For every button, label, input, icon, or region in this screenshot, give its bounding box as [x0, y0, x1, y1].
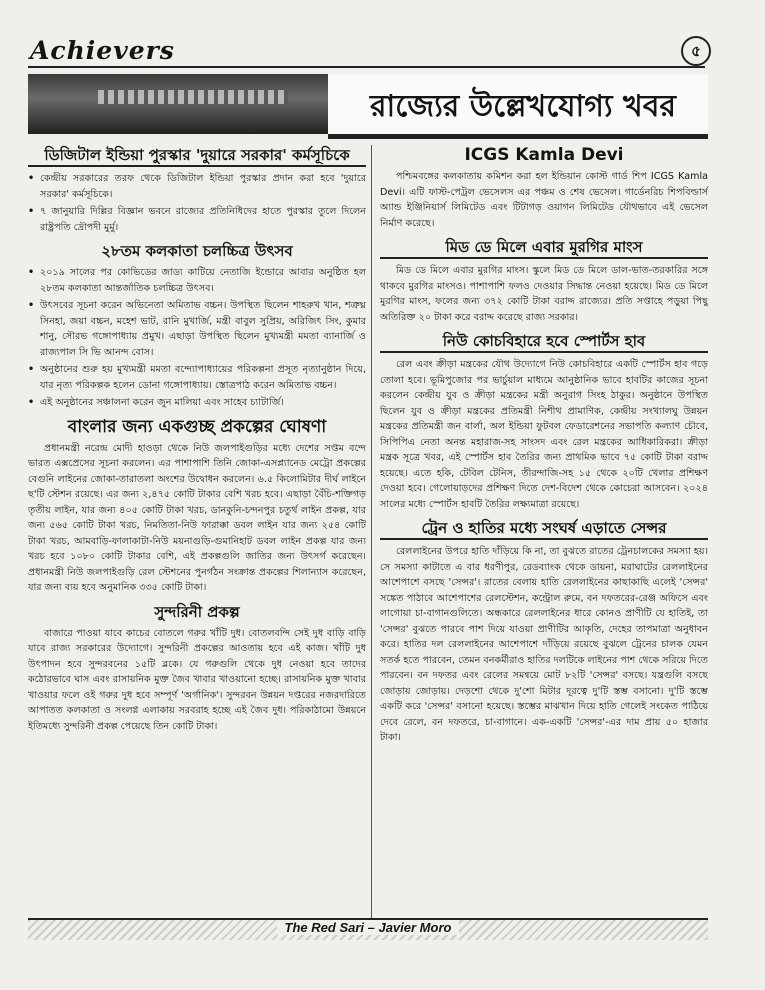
bullet-item: • উৎসবের সূচনা করেন অভিনেতা অমিতাভ বচ্চন। উপস্থিত ছিলেন শাহরুখ খান, শত্রুঘ্ন সিনহা, জয়া বচ্চন, মহেশ ভাট, রানি মুখার্জি, মন্ত্রী বাবুল সুপ্রিয়, অরিজিৎ সিং, কুমার শানু, সৌরভ গঙ্গোপাধ্যায় প্রমুখ। এছাড়া উপস্থিত ছিলেন মুখ্যমন্ত্রী মমতা ব্যানার্জি ও রাজ্যপাল সি ভি আনন্দ বোস। [28, 298, 366, 360]
article-title: ২৮তম কলকাতা চলচ্চিত্র উৎসব [101, 242, 293, 260]
article-bengal-projects [28, 417, 366, 596]
article-sundarini [28, 602, 366, 735]
article-body: রেল এবং ক্রীড়া মন্ত্রকের যৌথ উদ্যোগে নিউ কোচবিহারে একটি স্পোর্টস হাব গড়ে তোলা হবে। ভূমিপুজোর পর ভার্চুয়াল মাধ্যমে আনুষ্ঠানিক ভাবে হাবটির কাজের সূচনা করলেন কেন্দ্রীয় যুব ও ক্রীড়া মন্ত্রকের মন্ত্রী অনুরাগ সিংহ ঠাকুর। অনুষ্ঠানে উপস্থিত ছিলেন যুব ও ক্রীড়া মন্ত্রকের প্রতিমন্ত্রী নিশীথ প্রামাণিক, কেন্দ্রীয় সংখ্যালঘু উন্নয়ন মন্ত্রকের প্রতিমন্ত্রী জন বার্লা, অল ইন্ডিয়া ফুটবল ফেডারেশনের সভাপতি কল্যাণ চৌবে, সিপিপিএ নেতা অনন্ত মহারাজ-সহ সাংসদ এবং রেল মন্ত্রকের আধিকারিকরা। ক্রীড়া মন্ত্রক সূত্রে খবর, এই স্পোর্টস হাব তৈরির জন্য প্রাথমিক ভাবে ৭৫ কোটি টাকা বরাদ্দ হয়েছে। এতে হকি, টেবিল টেনিস, তীরন্দাজি-সহ ১৫ থেকে ২০টি খেলার প্রশিক্ষণ দেওয়া হবে। গেলোয়াড়দের প্রশিক্ষণ দিতে দেশ-বিদেশ থেকে কোচেরা আসবেন। ২০২৪ সালের মধ্যে স্পোর্টস হাবটি তৈরির লক্ষ্যমাত্রা রয়েছে। [380, 359, 708, 510]
footer-quote [28, 920, 708, 935]
article-title: ডিজিটাল ইন্ডিয়া পুরস্কার 'দুয়ারে সরকার' কর্মসূচিকে [28, 145, 366, 167]
article-elephant-sensor [380, 518, 708, 746]
footer-text: The Red Sari – Javier Moro [277, 920, 460, 935]
article-body: রেললাইনের উপরে হাতি দাঁড়িয়ে কি না, তা বুঝতে রাতের ট্রেনচালকের সমস্যা হয়। সে সমস্যা কাটাতে এ বার ধরণীপুর, রেডব্যাংক থেকে ডায়না, মরাঘাটের রেললাইনের আশেপাশে বসছে 'সেন্সর'। রাতের বেলায় হাতি রেললাইনের কাছাকাছি এলেই 'সেন্সর' সঙ্কেত পাঠাবে আশেপাশের রেলস্টেশন, কন্ট্রোল রুমে, বন দফতরের-রেঞ্জ অফিসে এবং লাগোয়া চা-বাগানগুলিতে। অন্ধকারে রেললাইনের ধারে কোনও প্রাণীটি যে হাতিই, তা 'সেন্সর' বুঝতে পারবে পাশ দিয়ে যাওয়া প্রাণীটির আকৃতি, দেহের তাপমাত্রা অনুধাবন করে। হাতির দল রেললাইনের আশেপাশে দাঁড়িয়ে রয়েছে বুঝলে ট্রেনের চালক যেমন সতর্ক হতে পারবেন, তেমন বনকর্মীরাও হাতির দলটিকে লাইনের পাশ থেকে সরিয়ে দিতে পারবেন। বন দফতর এবং রেলের সমন্বয়ে মোট ৮২টি 'সেন্সর' বসছে। যন্ত্রগুলি বসছে জোড়ায় জোড়ায়। দেড়শো থেকে দু'শো মিটার দূরত্বে দু'টি স্তম্ভ বসানো। দু'টি স্তম্ভে একটি করে 'সেন্সর' বসানো হয়েছে। স্তম্ভের মাঝখান দিয়ে হাতি গেলেই সংকেত পাঠিয়ে দেবে রেলে, বন দফতরে, চা-বাগানে। এক-একটি 'সেন্সর'-এর দাম প্রায় ৫০ হাজার টাকা। [380, 546, 708, 743]
left-column [28, 145, 366, 740]
article-title: ট্রেন ও হাতির মধ্যে সংঘর্ষ এড়াতে সেন্সর [380, 518, 708, 540]
page-number: ৫ [681, 36, 711, 66]
bullet-item: • অনুষ্ঠানের শুরু হয় মুখ্যমন্ত্রী মমতা বন্দ্যোপাধ্যায়ের পরিকল্পনা প্রসূত নৃত্যানুষ্ঠান দিয়ে, যার নৃত্য পরিকল্পক হলেন ডোনা গঙ্গোপাধ্যায়। স্তোত্রপাঠ করেন অমিতাভ বচ্চন। [28, 362, 366, 393]
bullet-item: • ২০১৯ সালের পর কোভিডের জাড্য কাটিয়ে নেতাজি ইন্ডোরে আবার অনুষ্ঠিত হল ২৮তম কলকাতা আন্তর্জাতিক চলচ্চিত্র উৎসব। [28, 265, 366, 296]
footer-bar [28, 918, 708, 940]
article-mid-day-meal [380, 237, 708, 325]
article-body: মিড ডে মিলে এবার মুরগির মাংস। স্কুলে মিড ডে মিলে ডাল-ভাত-তরকারির সঙ্গে থাকবে মুরগির মাংসও। পাশাপাশি ফলও দেওয়ার সিদ্ধান্ত নেওয়া হয়েছে। মিড ডে মিলে মুরগির মাংস, ফলের জন্য ৩৭২ কোটি টাকা বরাদ্দ রাজ্যের। প্রতি সপ্তাহে পড়ুয়া পিছু অতিরিক্ত ২০ টাকা করে বরাদ্দ করেছে রাজ্য সরকার। [380, 265, 708, 323]
banner-title-box [328, 74, 708, 139]
banner-title: রাজ্যের উল্লেখযোগ্য খবর [370, 89, 676, 124]
bullet-item: • কেন্দ্রীয় সরকারের তরফ থেকে ডিজিটাল ইন্ডিয়া পুরস্কার প্রদান করা হবে 'দুয়ারে সরকার' কর্মসূচিকে। [28, 171, 366, 202]
article-title: বাংলার জন্য একগুচ্ছ প্রকল্পের ঘোষণা [67, 416, 327, 437]
bullet-item: • এই অনুষ্ঠানের সঞ্চালনা করেন জুন মালিয়া এবং সাহেব চ্যাটার্জি। [28, 395, 366, 411]
banner-photo [28, 74, 328, 134]
article-film-festival [28, 241, 366, 411]
article-digital-india [28, 145, 366, 235]
bullet-item: • ৭ জানুয়ারি দিল্লির বিজ্ঞান ভবনে রাজ্যের প্রতিনিধিদের হাতে পুরস্কার তুলে দিলেন রাষ্ট্রপতি দ্রৌপদী মুর্মু। [28, 204, 366, 235]
article-title: মিড ডে মিলে এবার মুরগির মাংস [380, 237, 708, 259]
section-banner [28, 74, 708, 134]
article-title: সুন্দরিনী প্রকল্প [154, 602, 240, 621]
article-body: বাজারে পাওয়া যাবে কাচের বোতলে গরুর খাঁটি দুধ। বোতলবন্দি সেই দুধ বাড়ি বাড়ি যাবে রাজ্য সরকারের উদ্যোগে। সুন্দরিনী প্রকল্পের আওতায় হবে এই কাজ। খাঁটি দুধ উৎপাদন হবে সুন্দরবনের ১৫টি ব্লকে। যে গরুগুলি থেকে দুধ নেওয়া হবে তাদের কঠোরভাবে ঘাস এবং রাসায়নিক মুক্ত জৈব খাবার খাওয়ানো হচ্ছে। রাসায়নিক মুক্ত খাবার খাওয়ার ফলে ওই গরুর দুধ হবে সম্পূর্ণ 'অর্গানিক'। সুন্দরবন উন্নয়ন দপ্তরের নজরদারিতে আপাতত কলকাতা ও সংলগ্ন এলাকায় সরবরাহ হচ্ছে এই জৈব দুধ। পরিকাঠামো উন্নয়নে ইতিমধ্যে সুন্দরিনী প্রকল্প পেয়েছে তিন কোটি টাকা। [28, 627, 366, 732]
article-body: পশ্চিমবঙ্গের কলকাতায় কমিশন করা হল ইন্ডিয়ান কোস্ট গার্ড শিপ ICGS Kamla Devi। এটি ফাস্ট-পেট্রল ভেসেলস এর পঞ্চম ও শেষ ভেসেল। গার্ডেনরিচ শিপবিল্ডার্স অ্যান্ড ইঞ্জিনিয়ার্স লিমিটেড এবং টিটাগড় ওয়াগন লিমিটেড যৌথভাবে এই ভেসেল নির্মাণ করেছে। [380, 171, 708, 229]
right-column [380, 145, 708, 752]
article-sports-hub [380, 331, 708, 512]
article-icgs [380, 145, 708, 231]
article-body: প্রধানমন্ত্রী নরেন্দ্র মোদী হাওড়া থেকে নিউ জলপাইগুড়ির মধ্যে দেশের সপ্তম বন্দে ভারত এক্সপ্রেসের সূচনা করলেন। এর পাশাপাশি তিনি জোকা-এসপ্ল্যানেড মেট্রো প্রকল্পের বেগুনি লাইনের জোকা-তারাতলা অংশের উদ্বোধন করলেন। ৬.৫ কিলোমিটার দীর্ঘ লাইনে ছ'টি স্টেশন রয়েছে। এর জন্য ২,৪৭৫ কোটি টাকার বেশি খরচ হবে। এছাড়া বৈঁচি-শক্তিগড় তৃতীয় লাইন, যার জন্য ৪০৫ কোটি টাকা খরচ, ডানকুনি-চন্দনপুর চতুর্থ লাইন প্রকল্প, যার জন্য ৫৬৫ কোটি টাকা খরচ, নিমতিতা-নিউ ফারাক্কা ডবল লাইন যার জন্য ২৫৪ কোটি টাকা খরচ, আমবাড়ি-ফালাকাটা-নিউ ময়নাগুড়ি-গুমানিহাট ডবল লাইন প্রকল্প যার জন্য খরচ হবে ১০৮০ কোটি টাকার বেশি, এই প্রকল্পগুলি জাতির জন্য উৎসর্গ করেছেন। প্রধানমন্ত্রী নিউ জলপাইগুড়ি রেল স্টেশনের পুনর্গঠন সংক্রান্ত প্রকল্পের শিলান্যাস করেছেন, যার জন্য ব্যয় হবে অনুমানিক ৩৩৫ কোটি টাকা। [28, 442, 366, 593]
column-divider [371, 145, 372, 925]
header-rule [28, 66, 705, 68]
article-title: নিউ কোচবিহারে হবে স্পোর্টস হাব [380, 331, 708, 353]
brand-title: Achievers [30, 36, 175, 65]
article-title: ICGS Kamla Devi [464, 145, 624, 165]
